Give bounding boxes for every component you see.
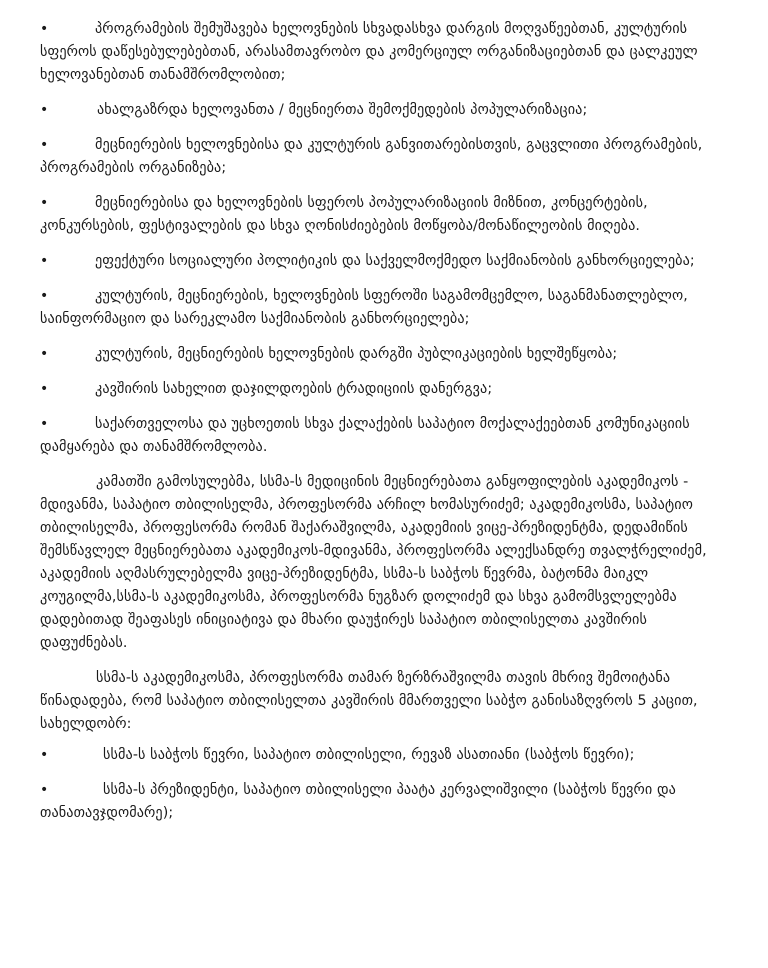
list-item (40, 192, 738, 238)
list-item-text: მეცნიერებისა და ხელოვნების სფეროს პოპულარიზაციის მიზნით, კონცერტების, კონკურსების, ფესტივალების და სხვა ღონისძიებების მოწყობა/მონაწილეობის მიღება. (40, 195, 648, 234)
bullet-icon: • (40, 747, 49, 763)
list-item (40, 134, 738, 180)
list-item (40, 779, 738, 825)
list-item (40, 413, 738, 459)
list-item-text: სსმა-ს პრეზიდენტი, საპატიო თბილისელი პაატა კერვალიშვილი (საბჭოს წევრი და თანათავჯდომარე); (40, 782, 676, 821)
bullet-icon: • (40, 195, 49, 211)
list-item (40, 250, 738, 273)
list-item-text: კავშირის სახელით დაჯილდოების ტრადიციის დანერგვა; (95, 381, 493, 397)
list-item (40, 343, 738, 366)
list-item-text: კულტურის, მეცნიერების, ხელოვნების სფეროში საგამომცემლო, საგანმანათლებლო, საინფორმაციო და სარეკლამო საქმიანობის განხორციელება; (40, 288, 688, 327)
list-item (40, 285, 738, 331)
bullet-icon: • (40, 21, 49, 37)
bullet-icon: • (40, 102, 49, 118)
list-item (40, 99, 738, 122)
bullet-icon: • (40, 253, 49, 269)
list-item-text: ეფექტური სოციალური პოლიტიკის და საქველმოქმედო საქმიანობის განხორციელება; (95, 253, 695, 269)
list-item (40, 18, 738, 87)
list-item-text: საქართველოსა და უცხოეთის სხვა ქალაქების საპატიო მოქალაქეებთან კომუნიკაციის დამყარება და თანამშრომლობა. (40, 416, 690, 455)
list-item-text: კულტურის, მეცნიერების ხელოვნების დარგში პუბლიკაციების ხელშეწყობა; (95, 346, 618, 362)
bullet-icon: • (40, 346, 49, 362)
bullet-icon: • (40, 288, 49, 304)
bullet-icon: • (40, 137, 49, 153)
list-item (40, 744, 738, 767)
bullet-icon: • (40, 782, 49, 798)
list-item (40, 378, 738, 401)
list-item-text: მეცნიერების ხელოვნებისა და კულტურის განვითარებისთვის, გაცვლითი პროგრამების, პროგრამების ორგანიზება; (40, 137, 703, 176)
list-item-text: პროგრამების შემუშავება ხელოვნების სხვადასხვა დარგის მოღვაწეებთან, კულტურის სფეროს დაწესებულებებთან, არასამთავრობო და კომერციულ ორგანიზაციებთან და ცალკეულ ხელოვანებთან თანამშრომლობით; (40, 21, 698, 83)
paragraph-proposal: სსმა-ს აკადემიკოსმა, პროფესორმა თამარ ზერზრაშვილმა თავის მხრივ შემოიტანა წინადადება, რომ საპატიო თბილისელთა კავშირის მმართველი საბჭო განისაზღვროს 5 კაცით, სახელდობრ: (40, 670, 698, 732)
list-item-text: სსმა-ს საბჭოს წევრი, საპატიო თბილისელი, რევაზ ასათიანი (საბჭოს წევრი); (103, 747, 635, 763)
list-item-text: ახალგაზრდა ხელოვანთა / მეცნიერთა შემოქმედების პოპულარიზაცია; (97, 102, 588, 118)
bullet-icon: • (40, 381, 49, 397)
paragraph-speakers: კამათში გამოსულებმა, სსმა-ს მედიცინის მეცნიერებათა განყოფილების აკადემიკოს - მდივანმა, საპატიო თბილისელმა, პროფესორმა არჩილ ხომასურიძემ; აკადემიკოსმა, საპატიო თბილისელმა, პროფესორმა რომან შაქარაშვილმა, აკადემიის ვიცე-პრეზიდენტმა, დედამიწის შემსწავლელ მეცნიერებათა აკადემიკოს-მდივანმა, პროფესორმა ალექსანდრე თვალჭრელიძემ, აკადემიის აღმასრულებელმა ვიცე-პრეზიდენტმა, სსმა-ს საბჭოს წევრმა, ბატონმა მაიკლ კოუგილმა,სსმა-ს აკადემიკოსმა, პროფესორმა ნუგზარ დოლიძემ და სხვა გამომსვლელებმა დადებითად შეაფასეს ინიციატივა და მხარი დაუჭირეს საპატიო თბილისელთა კავშირის დაფუძნებას. (40, 474, 707, 651)
bullet-icon: • (40, 416, 49, 432)
